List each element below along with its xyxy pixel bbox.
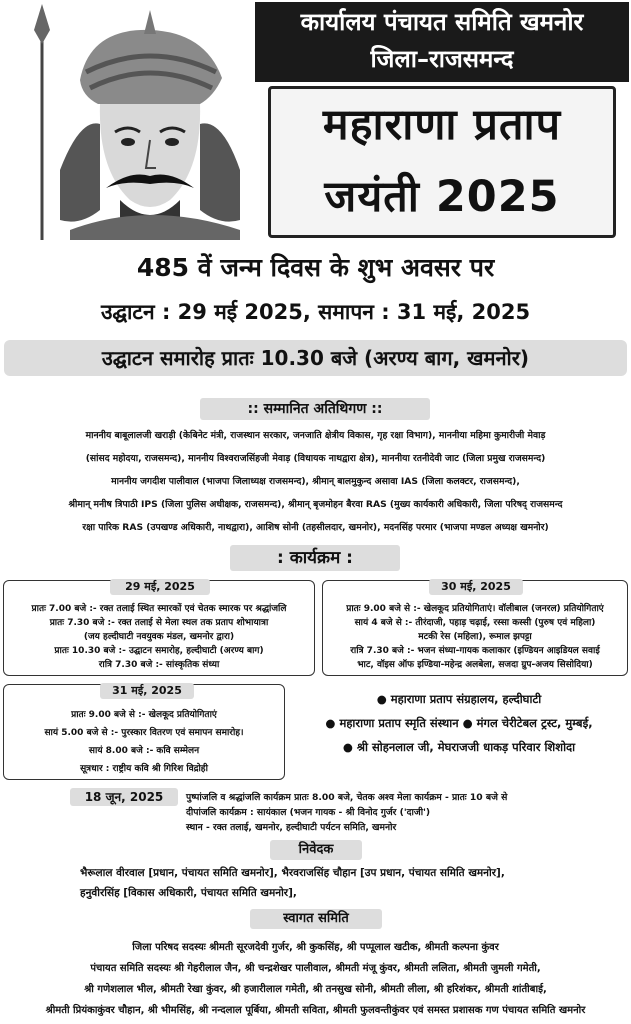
day2-item: भाट, वॉइस ऑफ इण्डिया-महेन्द्र अलबेला, सजदा ग्रुप-अजय सिसोदिया) bbox=[357, 660, 593, 670]
welcome-line: पंचायत समिति सदस्यः श्री गेहरीलाल जैन, श्री चन्द्रशेखर पालीवाल, श्रीमती मंजू कुंवर, श्रीमती ललिता, श्रीमती जुमली गमेती, bbox=[90, 963, 541, 974]
event-dates: उद्घाटन : 29 मई 2025, समापन : 31 मई, 2025 bbox=[100, 300, 531, 324]
program-day2-box bbox=[322, 580, 628, 676]
day3-item: सायं 8.00 बजे :- कवि सम्मेलन bbox=[88, 746, 200, 756]
day1-item: रात्रि 7.30 बजे :- सांस्कृतिक संध्या bbox=[98, 660, 220, 670]
day3-item: सूत्रधार : राष्ट्रीय कवि श्री गिरिश विद्रोही bbox=[80, 764, 208, 774]
program-heading: : कार्यक्रम : bbox=[230, 545, 400, 571]
june-program-line: पुष्पांजलि व श्रद्धांजलि कार्यक्रम प्रातः 8.00 बजे, चेतक अश्व मेला कार्यक्रम - प्रातः 10 बजे से bbox=[186, 792, 508, 803]
day1-item: प्रातः 10.30 बजे :- उद्घाटन समारोह, हल्दीघाटी (अरण्य बाग) bbox=[54, 646, 264, 656]
day2-item: प्रातः 9.00 बजे से :- खेलकूद प्रतियोगिताएं। वॉलीबाल (जनरल) प्रतियोगिताएं bbox=[346, 604, 604, 614]
day2-item: सायं 4 बजे से :- तीरंदाजी, पहाड़ चढ़ाई, रस्सा कस्सी (पुरुष एवं महिला) bbox=[354, 618, 596, 628]
sponsor-line: ● महाराणा प्रताप संग्रहालय, हल्दीघाटी bbox=[376, 692, 542, 706]
maharana-pratap-portrait bbox=[0, 0, 260, 240]
guest-line: श्रीमान् मनीष त्रिपाठी IPS (जिला पुलिस अधीक्षक, राजसमन्द), श्रीमान् बृजमोहन बैरवा RAS (मुख्य कार्यकारी अधिकारी, जिला परिषद् राजसमन्द bbox=[68, 499, 563, 510]
office-name: कार्यालय पंचायत समिति खमनोर bbox=[300, 8, 584, 36]
office-header bbox=[255, 2, 629, 82]
june-program-line: दीपांजलि कार्यक्रम : सायंकाल (भजन गायक - श्री विनोद गुर्जर ('दाजी') bbox=[186, 807, 431, 818]
event-title-frame bbox=[268, 86, 616, 238]
day2-item: रात्रि 7.30 बजे :- भजन संध्या-गायक कलाकार (इण्डियन आइडियल सवाई bbox=[350, 646, 600, 656]
guests-heading: :: सम्मानित अतिथिगण :: bbox=[200, 398, 430, 420]
sponsor-line: ● श्री सोहनलाल जी, मेघराजजी धाकड़ परिवार शिशोदा bbox=[342, 740, 576, 754]
sponsor-line: ● महाराणा प्रताप स्मृति संस्थान ● मंगल चेरीटेबल ट्रस्ट, मुम्बई, bbox=[325, 716, 593, 730]
nivedak-line: हनुवीरसिंह [विकास अधिकारी, पंचायत समिति खमनोर], bbox=[80, 887, 297, 899]
program-day1-box bbox=[3, 580, 315, 676]
welcome-committee-heading: स्वागत समिति bbox=[250, 909, 382, 929]
welcome-line: श्री गणेशलाल भील, श्रीमती रेखा कुंवर, श्री हजारीलाल गमेती, श्री तनसुख सोनी, श्रीमती लीला, श्री हरिशंकर, श्रीमती शांतीबाई, bbox=[84, 984, 547, 995]
day1-date: 29 मई, 2025 bbox=[110, 579, 210, 595]
day2-item: मटकी रेस (महिला), रूमाल झपट्टा bbox=[418, 632, 532, 642]
nivedak-heading: निवेदक bbox=[270, 840, 362, 860]
day3-date: 31 मई, 2025 bbox=[100, 683, 194, 699]
occasion-line: 485 वें जन्म दिवस के शुभ अवसर पर bbox=[136, 253, 495, 282]
event-title-line1: महाराणा प्रताप bbox=[322, 100, 562, 150]
day1-item: (जय हल्दीघाटी नवयुवक मंडल, खमनोर द्वारा) bbox=[83, 632, 235, 642]
guest-line: रक्षा पारिक RAS (उपखण्ड अधिकारी, नाथद्वारा), आशिष सोनी (तहसीलदार, खमनोर), मदनसिंह परमार (भाजपा मण्डल अध्यक्ष खमनोर) bbox=[82, 522, 549, 533]
day1-item: प्रातः 7.30 बजे :- रक्त तलाई से मेला स्थल तक प्रताप शोभायात्रा bbox=[49, 618, 269, 628]
day2-date: 30 मई, 2025 bbox=[429, 579, 523, 595]
day1-item: प्रातः 7.00 बजे :- रक्त तलाई स्थित स्मारकों एवं चेतक स्मारक पर श्रद्धांजलि bbox=[31, 604, 287, 614]
welcome-line: जिला परिषद सदस्यः श्रीमती सूरजदेवी गुर्जर, श्री कुकसिंह, श्री पप्पूलाल खटीक, श्रीमती कल्पना कुंवर bbox=[132, 942, 499, 953]
june-date-badge: 18 जून, 2025 bbox=[70, 788, 178, 806]
welcome-line: श्रीमती प्रियंकाकुंवर चौहान, श्री भीमसिंह, श्री नन्दलाल पूर्बिया, श्रीमती सविता, श्रीमती फुलवन्तीकुंवर एवं समस्त प्रशासक गण पंचायत समिति खमनोर bbox=[45, 1005, 586, 1016]
guest-line: माननीय जगदीश पालीवाल (भाजपा जिलाध्यक्ष राजसमन्द), श्रीमान् बालमुकुन्द असावा IAS (जिला कलक्टर, राजसमन्द), bbox=[111, 476, 520, 487]
guest-line: (सांसद महोदया, राजसमन्द), माननीय विश्वराजसिंहजी मेवाड़ (विधायक नाथद्वारा क्षेत्र), माननीया रतनीदेवी जाट (जिला प्रमुख राजसमन्द) bbox=[85, 453, 546, 464]
day3-item: सायं 5.00 बजे से :- पुरस्कार वितरण एवं समापन समारोह। bbox=[44, 728, 244, 738]
inauguration-ceremony-bar: उद्घाटन समारोह प्रातः 10.30 बजे (अरण्य बाग, खमनोर) bbox=[4, 340, 627, 376]
program-day3-box bbox=[3, 684, 285, 780]
event-title-line2: जयंती 2025 bbox=[324, 172, 560, 222]
guest-line: माननीय बाबूलालजी खराड़ी (केबिनेट मंत्री, राजस्थान सरकार, जनजाति क्षेत्रीय विकास, गृह रक्षा विभाग), माननीया महिमा कुमारीजी मेवाड़ bbox=[85, 430, 546, 441]
june-program-line: स्थान - रक्त तलाई, खमनोर, हल्दीघाटी पर्यटन समिति, खमनोर bbox=[186, 822, 397, 833]
day3-item: प्रातः 9.00 बजे से :- खेलकूद प्रतियोगिताएं bbox=[71, 710, 217, 720]
district-name: जिला–राजसमन्द bbox=[370, 45, 514, 73]
nivedak-line: भैरूलाल वीरवाल [प्रधान, पंचायत समिति खमनोर], भैरवराजसिंह चौहान [उप प्रधान, पंचायत समिति खमनोर], bbox=[80, 867, 505, 879]
